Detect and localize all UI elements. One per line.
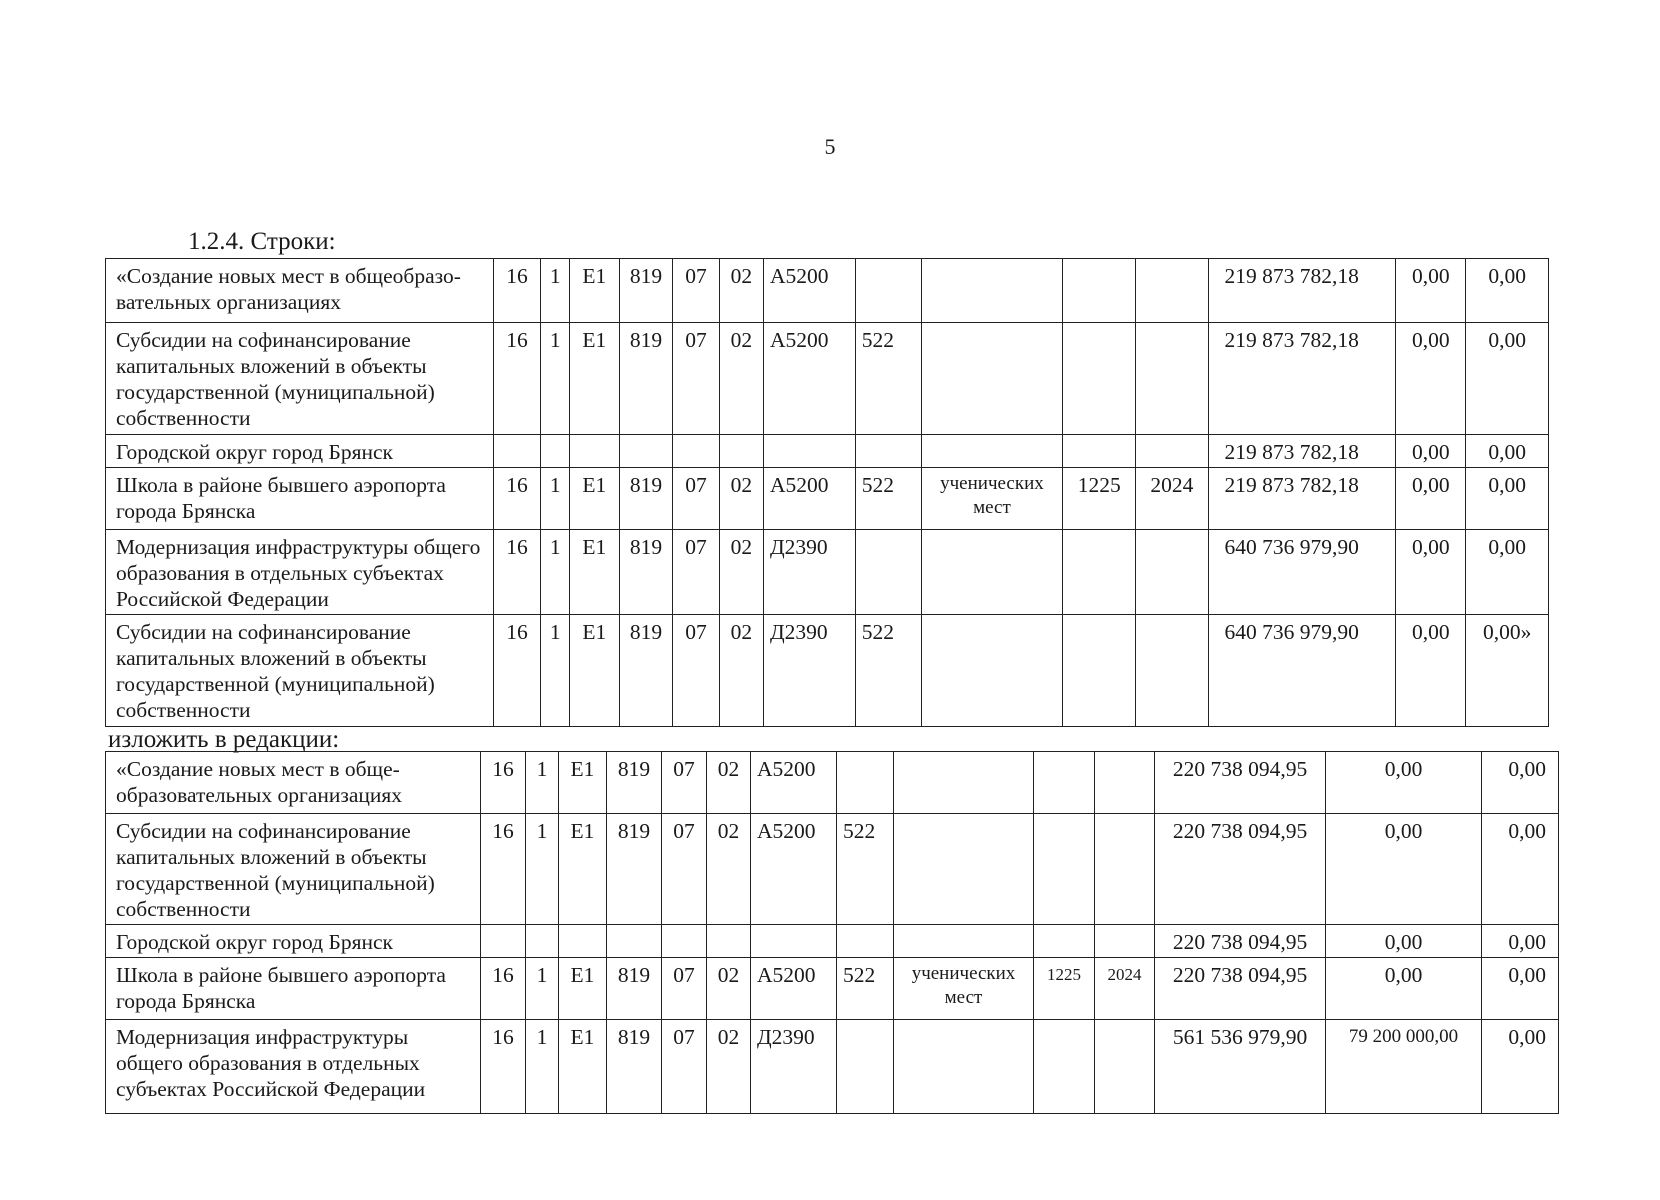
qty-cell: 1225 — [1063, 468, 1136, 530]
code-cell: 1 — [541, 259, 570, 323]
row-name: Модернизация инфраструктуры общего образования в отдельных субъектах Российской Федерации — [106, 530, 494, 615]
code-cell: А5200 — [751, 958, 837, 1020]
unit-cell — [921, 615, 1062, 727]
code-cell — [751, 925, 837, 958]
table-row — [106, 615, 1549, 727]
amount-cell: 220 738 094,95 — [1155, 958, 1326, 1020]
code-cell: Д2390 — [751, 1020, 837, 1114]
code-cell: 1 — [541, 323, 570, 435]
code-cell: 819 — [607, 1020, 662, 1114]
code-cell: А5200 — [764, 468, 856, 530]
unit-cell — [921, 530, 1062, 615]
code-cell: 1 — [526, 814, 559, 925]
code-cell: 819 — [619, 259, 673, 323]
code-cell: 07 — [673, 530, 719, 615]
amount-cell: 219 873 782,18 — [1208, 259, 1396, 323]
code-cell: 819 — [607, 752, 662, 814]
qty-cell — [1034, 1020, 1095, 1114]
row-name: «Создание новых мест в общеобразо-вательных организациях — [106, 259, 494, 323]
amount-cell: 640 736 979,90 — [1208, 615, 1396, 727]
amount-cell: 0,00 — [1326, 814, 1482, 925]
qty-cell — [1034, 752, 1095, 814]
code-cell — [526, 925, 559, 958]
row-name: Субсидии на софинансирование капитальных вложений в объекты государственной (муниципальной) собственности — [106, 814, 481, 925]
year-cell — [1095, 752, 1155, 814]
code-cell: Д2390 — [764, 615, 856, 727]
code-cell: 02 — [707, 958, 751, 1020]
code-cell: 16 — [481, 752, 526, 814]
amount-cell: 0,00 — [1466, 323, 1549, 435]
amount-cell: 0,00 — [1482, 958, 1559, 1020]
code-cell: А5200 — [764, 259, 856, 323]
amount-cell: 0,00 — [1466, 468, 1549, 530]
year-cell — [1136, 615, 1208, 727]
year-cell — [1136, 530, 1208, 615]
amendment-intro: изложить в редакции: — [108, 726, 340, 753]
code-cell: А5200 — [751, 752, 837, 814]
code-cell: Д2390 — [764, 530, 856, 615]
code-cell — [707, 925, 751, 958]
code-cell: 819 — [607, 814, 662, 925]
code-cell: 16 — [493, 259, 540, 323]
amount-cell: 219 873 782,18 — [1208, 323, 1396, 435]
amount-cell: 0,00 — [1326, 925, 1482, 958]
code-cell — [673, 435, 719, 468]
amount-cell: 79 200 000,00 — [1326, 1020, 1482, 1114]
year-cell — [1136, 323, 1208, 435]
code-cell: 02 — [719, 323, 763, 435]
unit-cell — [894, 925, 1034, 958]
year-cell: 2024 — [1136, 468, 1208, 530]
qty-cell: 1225 — [1034, 958, 1095, 1020]
table-row — [106, 925, 1559, 958]
amount-cell: 640 736 979,90 — [1208, 530, 1396, 615]
code-cell: 16 — [493, 530, 540, 615]
amount-cell: 0,00 — [1482, 925, 1559, 958]
table-row — [106, 435, 1549, 468]
year-cell — [1095, 814, 1155, 925]
code-cell — [570, 435, 620, 468]
code-cell: 07 — [673, 323, 719, 435]
code-cell: 1 — [541, 468, 570, 530]
code-cell: 522 — [837, 814, 894, 925]
table-row — [106, 323, 1549, 435]
row-name: Модернизация инфраструктуры общего образования в отдельных субъектах Российской Федерации — [106, 1020, 481, 1114]
table-row — [106, 259, 1549, 323]
amount-cell: 561 536 979,90 — [1155, 1020, 1326, 1114]
amount-cell: 0,00 — [1482, 752, 1559, 814]
code-cell — [855, 435, 921, 468]
code-cell: 02 — [707, 814, 751, 925]
amount-cell: 0,00 — [1466, 435, 1549, 468]
code-cell: 07 — [662, 958, 707, 1020]
row-name: «Создание новых мест в обще-образовательных организациях — [106, 752, 481, 814]
unit-cell — [894, 752, 1034, 814]
code-cell — [837, 1020, 894, 1114]
code-cell: Е1 — [570, 259, 620, 323]
section-heading: 1.2.4. Строки: — [188, 228, 336, 255]
code-cell: 16 — [481, 1020, 526, 1114]
code-cell — [619, 435, 673, 468]
code-cell: 16 — [493, 468, 540, 530]
unit-cell — [894, 814, 1034, 925]
code-cell: Е1 — [570, 615, 620, 727]
amount-cell: 220 738 094,95 — [1155, 814, 1326, 925]
new-rows-table — [105, 751, 1559, 1114]
code-cell: 1 — [526, 958, 559, 1020]
code-cell — [481, 925, 526, 958]
code-cell: 02 — [719, 615, 763, 727]
unit-cell: ученических мест — [921, 468, 1062, 530]
amount-cell: 0,00 — [1396, 468, 1466, 530]
table-row — [106, 814, 1559, 925]
code-cell: 522 — [855, 323, 921, 435]
table-row — [106, 1020, 1559, 1114]
code-cell: 522 — [855, 468, 921, 530]
qty-cell — [1034, 925, 1095, 958]
row-name: Субсидии на софинансирование капитальных вложений в объекты государственной (муниципальной) собственности — [106, 323, 494, 435]
old-rows-table — [105, 258, 1549, 727]
amount-cell: 0,00 — [1466, 530, 1549, 615]
amount-cell: 0,00 — [1482, 1020, 1559, 1114]
code-cell — [764, 435, 856, 468]
code-cell: 16 — [481, 958, 526, 1020]
qty-cell — [1063, 435, 1136, 468]
code-cell: 02 — [707, 1020, 751, 1114]
qty-cell — [1063, 259, 1136, 323]
year-cell — [1136, 435, 1208, 468]
code-cell — [855, 530, 921, 615]
year-cell — [1136, 259, 1208, 323]
amount-cell: 0,00 — [1326, 752, 1482, 814]
amount-cell: 0,00 — [1396, 530, 1466, 615]
row-name: Городской округ город Брянск — [106, 435, 494, 468]
code-cell: 16 — [493, 323, 540, 435]
year-cell: 2024 — [1095, 958, 1155, 1020]
code-cell: 522 — [837, 958, 894, 1020]
code-cell: 819 — [619, 468, 673, 530]
code-cell: А5200 — [751, 814, 837, 925]
code-cell: Е1 — [570, 468, 620, 530]
unit-cell — [921, 435, 1062, 468]
unit-cell: ученических мест — [894, 958, 1034, 1020]
code-cell — [837, 752, 894, 814]
amount-cell: 0,00 — [1396, 259, 1466, 323]
amount-cell: 0,00 — [1326, 958, 1482, 1020]
code-cell — [541, 435, 570, 468]
table-row — [106, 752, 1559, 814]
code-cell: 1 — [541, 615, 570, 727]
qty-cell — [1034, 814, 1095, 925]
row-name: Городской округ город Брянск — [106, 925, 481, 958]
code-cell: 16 — [493, 615, 540, 727]
table-row — [106, 530, 1549, 615]
qty-cell — [1063, 530, 1136, 615]
row-name: Субсидии на софинансирование капитальных вложений в объекты государственной (муниципальной) собственности — [106, 615, 494, 727]
code-cell: 819 — [619, 323, 673, 435]
code-cell — [855, 259, 921, 323]
amount-cell: 0,00 — [1482, 814, 1559, 925]
code-cell — [493, 435, 540, 468]
code-cell: 02 — [719, 530, 763, 615]
code-cell: Е1 — [570, 530, 620, 615]
unit-cell — [894, 1020, 1034, 1114]
code-cell: Е1 — [559, 752, 607, 814]
code-cell: 1 — [541, 530, 570, 615]
code-cell — [607, 925, 662, 958]
code-cell: 819 — [619, 615, 673, 727]
table-row — [106, 958, 1559, 1020]
amount-cell: 219 873 782,18 — [1208, 468, 1396, 530]
code-cell: А5200 — [764, 323, 856, 435]
row-name: Школа в районе бывшего аэропорта города Брянска — [106, 468, 494, 530]
code-cell: 819 — [619, 530, 673, 615]
code-cell: 02 — [719, 468, 763, 530]
code-cell: 02 — [707, 752, 751, 814]
code-cell: Е1 — [559, 1020, 607, 1114]
code-cell: 07 — [662, 752, 707, 814]
amount-cell: 220 738 094,95 — [1155, 925, 1326, 958]
amount-cell: 0,00 — [1396, 435, 1466, 468]
code-cell: 07 — [673, 259, 719, 323]
amount-cell: 220 738 094,95 — [1155, 752, 1326, 814]
table-row — [106, 468, 1549, 530]
code-cell — [719, 435, 763, 468]
code-cell: Е1 — [559, 958, 607, 1020]
amount-cell: 0,00 — [1466, 259, 1549, 323]
code-cell: 07 — [673, 615, 719, 727]
code-cell: 07 — [673, 468, 719, 530]
year-cell — [1095, 925, 1155, 958]
code-cell: 819 — [607, 958, 662, 1020]
code-cell: 02 — [719, 259, 763, 323]
qty-cell — [1063, 615, 1136, 727]
year-cell — [1095, 1020, 1155, 1114]
code-cell: 07 — [662, 814, 707, 925]
code-cell — [837, 925, 894, 958]
qty-cell — [1063, 323, 1136, 435]
amount-cell: 0,00 — [1396, 615, 1466, 727]
code-cell — [559, 925, 607, 958]
code-cell — [662, 925, 707, 958]
amount-cell: 0,00 — [1396, 323, 1466, 435]
row-name: Школа в районе бывшего аэропорта города Брянска — [106, 958, 481, 1020]
code-cell: Е1 — [570, 323, 620, 435]
code-cell: 16 — [481, 814, 526, 925]
unit-cell — [921, 323, 1062, 435]
page-number: 5 — [824, 134, 836, 159]
code-cell: 07 — [662, 1020, 707, 1114]
amount-cell: 219 873 782,18 — [1208, 435, 1396, 468]
unit-cell — [921, 259, 1062, 323]
code-cell: 1 — [526, 1020, 559, 1114]
code-cell: 1 — [526, 752, 559, 814]
code-cell: 522 — [855, 615, 921, 727]
code-cell: Е1 — [559, 814, 607, 925]
amount-cell: 0,00» — [1466, 615, 1549, 727]
